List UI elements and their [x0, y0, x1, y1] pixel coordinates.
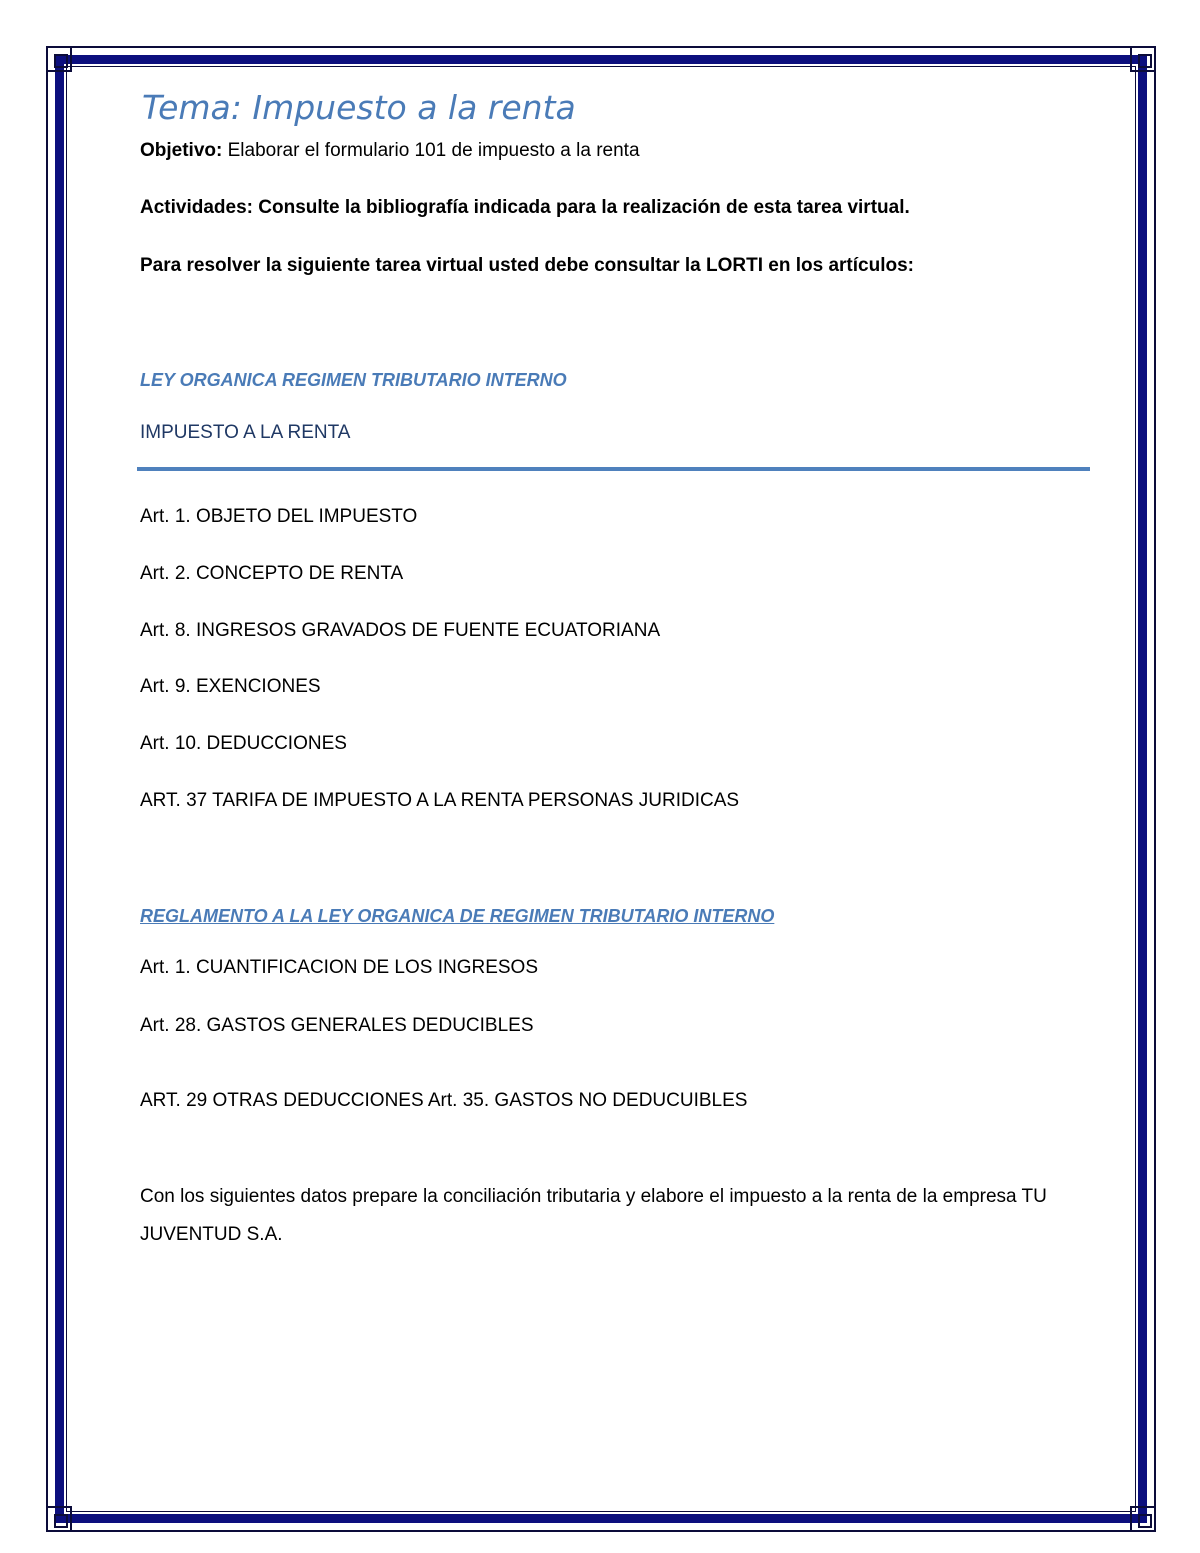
- objective-text: Elaborar el formulario 101 de impuesto a la renta: [222, 140, 640, 161]
- section-divider: [137, 467, 1090, 471]
- border-corner-ornament: [46, 46, 72, 72]
- activities-line: Actividades: Consulte la bibliografía indicada para la realización de esta tarea virtual.: [140, 197, 910, 218]
- instruction-line: Para resolver la siguiente tarea virtual usted debe consultar la LORTI en los artículos:: [140, 255, 914, 276]
- border-corner-ornament: [46, 1506, 72, 1532]
- page-border-inner: [66, 66, 1136, 1512]
- law-article: Art. 2. CONCEPTO DE RENTA: [140, 563, 404, 584]
- law-article: Art. 10. DEDUCCIONES: [140, 733, 347, 754]
- border-corner-ornament: [1130, 1506, 1156, 1532]
- law-heading: LEY ORGANICA REGIMEN TRIBUTARIO INTERNO: [140, 370, 567, 390]
- law-article: ART. 37 TARIFA DE IMPUESTO A LA RENTA PERSONAS JURIDICAS: [140, 790, 740, 811]
- document-title: Tema: Impuesto a la renta: [142, 88, 576, 127]
- regulation-heading: REGLAMENTO A LA LEY ORGANICA DE REGIMEN TRIBUTARIO INTERNO: [140, 906, 775, 926]
- border-corner-ornament: [1130, 46, 1156, 72]
- law-subheading: IMPUESTO A LA RENTA: [140, 422, 351, 443]
- regulation-article: Art. 1. CUANTIFICACION DE LOS INGRESOS: [140, 957, 539, 978]
- law-article: Art. 1. OBJETO DEL IMPUESTO: [140, 506, 418, 527]
- law-article: Art. 8. INGRESOS GRAVADOS DE FUENTE ECUATORIANA: [140, 620, 661, 641]
- objective-line: [140, 140, 640, 162]
- closing-paragraph: Con los siguientes datos prepare la conciliación tributaria y elabore el impuesto a la renta de la empresa TU JUVENTUD S.A.: [140, 1186, 1047, 1245]
- regulation-article: ART. 29 OTRAS DEDUCCIONES Art. 35. GASTOS NO DEDUCUIBLES: [140, 1090, 748, 1111]
- regulation-article: Art. 28. GASTOS GENERALES DEDUCIBLES: [140, 1015, 534, 1036]
- law-article: Art. 9. EXENCIONES: [140, 676, 321, 697]
- objective-label: Objetivo:: [140, 140, 223, 161]
